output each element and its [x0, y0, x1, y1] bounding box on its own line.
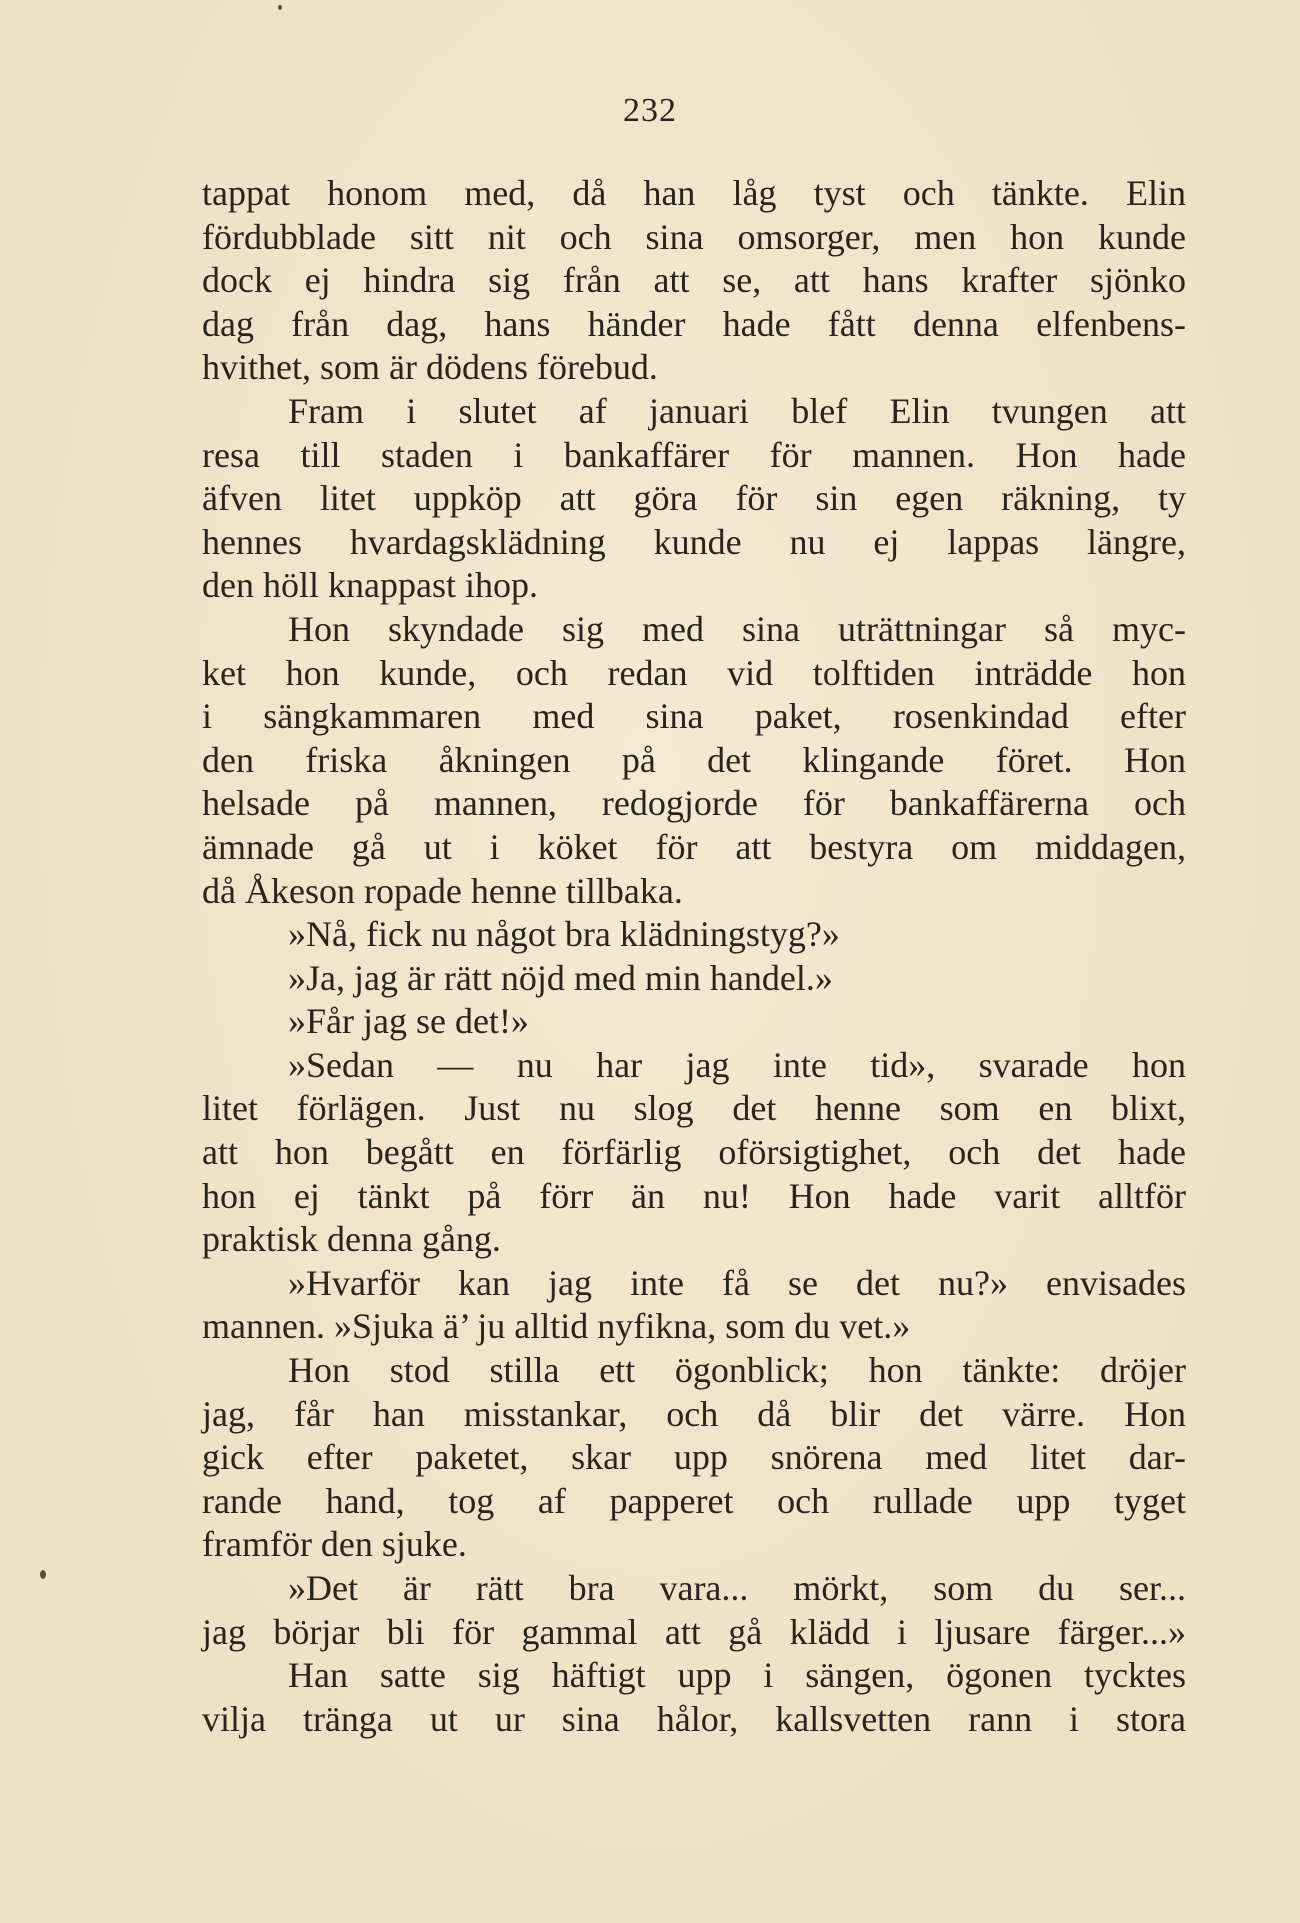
text-line: tappat honom med, då han låg tyst och tänkte. Elin [202, 173, 1186, 213]
text-line: praktisk denna gång. [202, 1219, 501, 1260]
text-line: Han satte sig häftigt upp i sängen, ögonen tycktes [288, 1655, 1186, 1696]
text-line: »Hvarför kan jag inte få se det nu?» envisades [288, 1262, 1186, 1303]
text-line: hon ej tänkt på förr än nu! Hon hade varit alltför [202, 1175, 1186, 1216]
text-line: mannen. »Sjuka ä’ ju alltid nyfikna, som du vet.» [202, 1306, 911, 1347]
paper-speck [40, 1570, 46, 1579]
text-line: vilja tränga ut ur sina hålor, kallsvetten rann i stora [202, 1698, 1186, 1739]
text-line: dag från dag, hans händer hade fått denna elfenbens- [202, 303, 1186, 344]
text-line: resa till staden i bankaffärer för mannen. Hon hade [202, 434, 1186, 475]
text-line: jag börjar bli för gammal att gå klädd i ljusare färger...» [202, 1611, 1186, 1652]
text-line: då Åkeson ropade henne tillbaka. [202, 870, 683, 911]
text-line: rande hand, tog af papperet och rullade upp tyget [202, 1480, 1186, 1521]
text-line: hvithet, som är dödens förebud. [202, 347, 658, 388]
text-line: »Sedan — nu har jag inte tid», svarade hon [288, 1044, 1186, 1085]
text-line: jag, får han misstankar, och då blir det värre. Hon [202, 1393, 1186, 1434]
text-line: att hon begått en förfärlig oförsigtighet, och det hade [202, 1132, 1186, 1173]
text-line: hennes hvardagsklädning kunde nu ej lappas längre, [202, 521, 1186, 562]
text-line: dock ej hindra sig från att se, att hans krafter sjönko [202, 260, 1186, 301]
text-line: Hon skyndade sig med sina uträttningar så myc- [288, 608, 1186, 649]
text-line: ket hon kunde, och redan vid tolftiden inträdde hon [202, 652, 1186, 693]
text-line: litet förlägen. Just nu slog det henne som en blixt, [202, 1088, 1186, 1129]
text-line: Fram i slutet af januari blef Elin tvungen att [288, 390, 1186, 431]
text-line: ämnade gå ut i köket för att bestyra om middagen, [202, 826, 1186, 867]
text-line: Hon stod stilla ett ögonblick; hon tänkte: dröjer [288, 1350, 1186, 1391]
paper-speck [278, 5, 282, 10]
text-line: »Det är rätt bra vara... mörkt, som du ser... [288, 1568, 1186, 1608]
text-line: »Nå, fick nu något bra klädningstyg?» [288, 914, 840, 955]
text-line: framför den sjuke. [202, 1524, 467, 1565]
page-body-text [202, 172, 1186, 1741]
text-line: helsade på mannen, redogjorde för bankaffärerna och [202, 783, 1186, 824]
page-number: 232 [623, 92, 677, 129]
text-line: i sängkammaren med sina paket, rosenkindad efter [202, 696, 1186, 737]
text-line: fördubblade sitt nit och sina omsorger, men hon kunde [202, 216, 1186, 257]
text-line: äfven litet uppköp att göra för sin egen räkning, ty [202, 478, 1186, 519]
text-line: gick efter paketet, skar upp snörena med litet dar- [202, 1437, 1186, 1478]
text-line: den höll knappast ihop. [202, 565, 538, 606]
text-line: den friska åkningen på det klingande föret. Hon [202, 739, 1186, 780]
text-line: »Får jag se det!» [288, 1001, 529, 1042]
text-line: »Ja, jag är rätt nöjd med min handel.» [288, 957, 833, 998]
